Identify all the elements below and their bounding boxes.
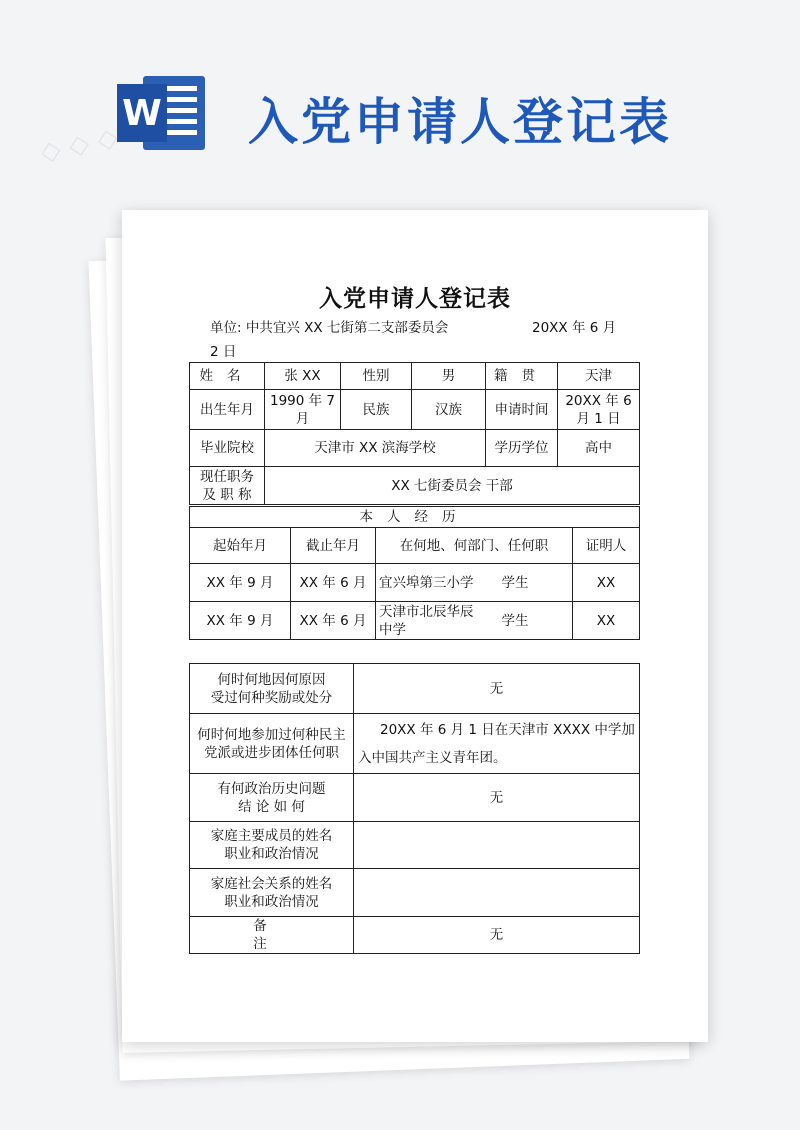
banner-title: 入党申请人登记表 [248,93,672,151]
header-place: 在何地、何部门、任何职 [376,528,573,564]
apply-value: 20XX 年 6 月 1 日 [558,390,640,430]
table-row [190,774,640,822]
party-label [190,714,354,774]
svg-text:W: W [122,93,162,134]
reward-label [190,664,354,714]
name-label: 姓名 [190,363,265,390]
row1-end: XX 年 6 月 [291,564,376,602]
school-label: 毕业院校 [190,430,265,467]
document-title: 入党申请人登记表 [319,286,511,312]
row2-role: 学生 [488,602,573,640]
name-value: 张 XX [265,363,341,390]
info-table [189,362,640,505]
birth-label: 出生年月 [190,390,265,430]
position-value: XX 七街委员会 干部 [265,467,640,505]
remark-value: 无 [354,917,640,954]
word-icon [113,70,213,156]
party-value-line2: 入中国共产主义青年团。 [358,749,507,766]
party-value-line1: 20XX 年 6 月 1 日在天津市 XXXX 中学加 [380,721,635,738]
position-label [190,467,265,505]
degree-label: 学历学位 [486,430,558,467]
header-start: 起始年月 [190,528,291,564]
reward-label-line2: 受过何种奖励或处分 [210,689,333,706]
table-row [190,564,640,602]
ethnic-label: 民族 [341,390,412,430]
social-label-line2: 职业和政治情况 [224,893,319,910]
row1-role: 学生 [488,564,573,602]
history-label [190,774,354,822]
birth-value: 1990 年 7 月 [265,390,341,430]
history-value: 无 [354,774,640,822]
history-label-line1: 有何政治历史问题 [217,780,326,797]
table-row [190,664,640,714]
school-value: 天津市 XX 滨海学校 [265,430,486,467]
details-table [189,663,640,954]
experience-section-title: 本人经历 [190,507,640,528]
history-label-line2: 结 论 如 何 [238,798,305,815]
header-end: 截止年月 [291,528,376,564]
header-witness: 证明人 [573,528,640,564]
experience-table [189,506,640,640]
table-row [190,869,640,917]
family-label-line2: 职业和政治情况 [224,846,319,862]
row2-start: XX 年 9 月 [190,602,291,640]
gender-value: 男 [412,363,486,390]
degree-value: 高中 [558,430,640,467]
party-label-line1: 何时何地参加过何种民主 [197,726,346,743]
reward-label-line1: 何时何地因何原因 [217,671,326,688]
social-label [190,869,354,917]
row1-start: XX 年 9 月 [190,564,291,602]
remark-label: 备注 [190,917,354,954]
position-label-line2: 及 职 称 [202,486,252,503]
origin-value: 天津 [558,363,640,390]
position-label-line1: 现任职务 [200,468,254,485]
date-line: 20XX 年 6 月 [532,320,617,336]
party-value [354,714,640,774]
table-row [190,714,640,774]
family-value [354,822,640,869]
reward-value: 无 [354,664,640,714]
family-label-line1: 家庭主要成员的姓名 [210,828,333,844]
table-row [190,917,640,954]
apply-label: 申请时间 [486,390,558,430]
row1-witness: XX [573,564,640,602]
watermark: ◇ ◇ ◇ [37,122,121,168]
social-label-line1: 家庭社会关系的姓名 [210,875,333,892]
table-row [190,822,640,869]
unit-line: 单位: 中共宜兴 XX 七街第二支部委员会 [210,320,449,336]
row2-place: 天津市北辰华辰中学 [376,602,488,640]
date-line-continued: 2 日 [210,344,237,360]
origin-label: 籍贯 [486,363,558,390]
ethnic-value: 汉族 [412,390,486,430]
gender-label: 性别 [341,363,412,390]
family-label [190,822,354,869]
document-page [122,210,708,1042]
table-row [190,602,640,640]
row2-end: XX 年 6 月 [291,602,376,640]
row2-witness: XX [573,602,640,640]
social-value [354,869,640,917]
row1-place: 宜兴埠第三小学 [376,564,488,602]
party-label-line2: 党派或进步团体任何职 [204,744,339,761]
